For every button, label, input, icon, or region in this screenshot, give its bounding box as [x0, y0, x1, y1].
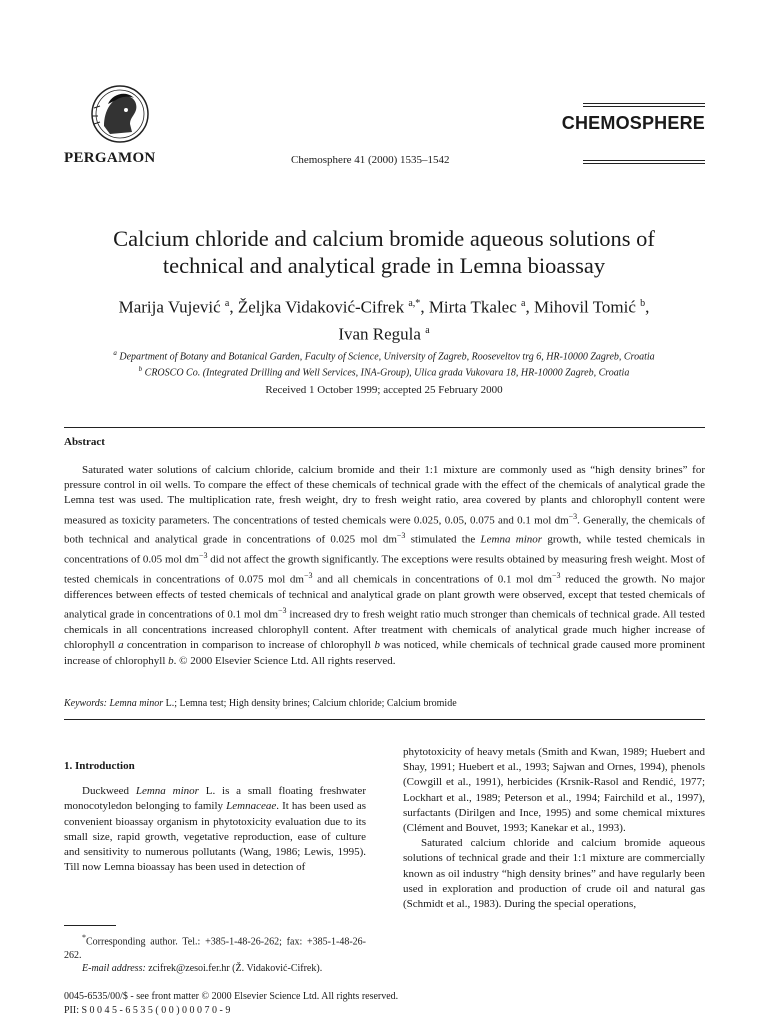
intro-paragraph-2: Saturated calcium chloride and calcium bromide aqueous solutions of technical grade and their 1:1 mixture are commercially known as oil industry “high density brines” and have regularly been used in exploration and production of crude oil and natural gas (Schmidt et al., 1983). During the special operations,	[403, 837, 705, 911]
chlorophyll-label: a	[118, 639, 124, 652]
author-affil-mark: b	[640, 298, 646, 309]
journal-rule-top-2	[583, 106, 705, 107]
footnote-rule	[64, 925, 116, 926]
footnote	[64, 931, 366, 976]
journal-rule-bottom-2	[583, 163, 705, 164]
abstract-text-part: concentration in comparison to increase of chlorophyll	[123, 639, 375, 652]
unit-superscript: −3	[198, 551, 208, 561]
affiliations	[40, 347, 728, 380]
authors-line-2	[40, 319, 728, 346]
species-name: Lemna minor	[480, 534, 543, 547]
paragraph-text-part: L. is a small floating freshwater monocotyledon belonging to family	[64, 785, 366, 813]
email-label: E-mail address:	[82, 963, 146, 975]
unit-superscript: −3	[303, 571, 313, 581]
abstract-text-part: stimulated the	[405, 534, 481, 547]
abstract-text-part: . Generally, the chemicals of both technical and analytical grade in concentrations of 0.025 mol dm	[64, 514, 706, 547]
footnote-email	[64, 962, 366, 976]
author-name: Marija Vujević	[118, 297, 221, 317]
unit-superscript: −3	[278, 606, 287, 616]
copyright-footer	[64, 990, 398, 1018]
unit-superscript: −3	[396, 531, 406, 541]
unit-superscript: −3	[568, 511, 578, 521]
publisher-name: PERGAMON	[64, 150, 156, 166]
article-title	[40, 225, 728, 279]
journal-rule-top	[583, 103, 705, 104]
keywords-rule	[64, 719, 705, 720]
right-column	[403, 745, 705, 912]
title-line-1: Calcium chloride and calcium bromide aqueous solutions of	[113, 226, 655, 251]
unit-superscript: −3	[551, 571, 561, 581]
family-name: Lemnaceae	[226, 800, 277, 813]
species-name: Lemna minor	[135, 785, 199, 798]
author-affil-mark: a,*	[408, 298, 421, 309]
author-name: Mihovil Tomić	[533, 297, 636, 317]
paragraph-text-part: . It has been used as convenient bioassay organism in phytotoxicity evaluation due to its small size, rapid growth, vegetative reproduction, ease of culture and sensitivity to numerous pollutants (Wang, 1986; Lewis, 1995). Till now Lemna bioassay has been used in detection of	[64, 800, 366, 874]
left-column	[64, 759, 366, 875]
abstract-text-part: was noticed, while chemicals of technical grade caused more prominent increase of chlorophyll	[64, 639, 706, 667]
paragraph-text-part: Duckweed	[82, 785, 136, 798]
author-affil-mark: a	[521, 298, 526, 309]
affiliation-b-mark: b	[138, 365, 143, 374]
journal-name: CHEMOSPHERE	[561, 113, 705, 133]
affiliation-b-text: CROSCO Co. (Integrated Drilling and Well Services, INA-Group), Ulica grada Vukovara 18, HR-10000 Zagreb, Croatia	[144, 367, 630, 379]
affiliation-b	[40, 363, 728, 379]
author-list	[40, 292, 728, 345]
abstract-heading: Abstract	[64, 436, 105, 448]
abstract-text-part: and all chemicals in concentrations of 0.1 mol dm	[312, 573, 552, 586]
intro-paragraph-continued: phytotoxicity of heavy metals (Smith and Kwan, 1989; Huebert and Shay, 1991; Huebert et al., 1993; Sajwan and Ornes, 1994), phenols (Cowgill et al., 1991), herbicides (Krsnik-Rasol and Rendić, 1977; Lockhart et al., 1989; Peterson et al., 1994; Fairchild et al., 1997), surfactants (Dirilgen and Ince, 1995) and some chemical mixtures (Clément and Bouvet, 1993; Kanekar et al., 1993).	[403, 746, 705, 835]
authors-line-1: Marija Vujević $^a$, Željka Vidaković-Cifrek $^{a,*}$, Mirta Tkalec $^a$, Mihovil Tomić $^b$,	[118, 297, 650, 317]
title-line-2: technical and analytical grade in Lemna bioassay	[162, 253, 606, 278]
affiliation-a-mark: a	[113, 349, 117, 357]
received-dates: Received 1 October 1999; accepted 25 February 2000	[265, 384, 503, 396]
abstract-text-part: reduced the growth. No major differences between effects of tested chemicals of technical and analytical grade on plant growth were observed, except that tested chemicals of analytical grade in concentrations of 0.1 mol dm	[64, 573, 705, 621]
journal-rule-bottom	[583, 160, 705, 161]
keywords-list: L.; Lemna test; High density brines; Calcium chloride; Calcium bromide	[163, 698, 457, 709]
abstract-text	[64, 463, 705, 669]
footnote-mark: *	[82, 933, 86, 942]
chlorophyll-label: b	[374, 639, 380, 652]
keywords-label: Keywords:	[64, 698, 107, 709]
pergamon-athena-logo-icon	[86, 80, 150, 148]
journal-citation: Chemosphere 41 (2000) 1535–1542	[291, 154, 450, 166]
author-name: Željka Vidaković-Cifrek	[237, 297, 405, 317]
copyright-line: 0045-6535/00/$ - see front matter © 2000 Elsevier Science Ltd. All rights reserved.	[64, 991, 399, 1002]
affiliation-a-text: Department of Botany and Botanical Garden, Faculty of Science, University of Zagreb, Rooseveltov trg 6, HR-10000 Zagreb, Croatia	[119, 351, 655, 363]
keywords	[64, 698, 457, 709]
abstract-text-part: growth, while tested chemicals in concentrations of 0.05 mol dm	[64, 534, 705, 566]
abstract-text-part: . © 2000 Elsevier Science Ltd. All rights reserved.	[173, 654, 396, 667]
intro-paragraph-1	[64, 784, 366, 875]
abstract-text-part: increased dry to fresh weight ratio much stronger than chemicals of technical grade. All tested chemicals in all concentrations increased chlorophyll content. After treatment with chemicals of analytical grade much higher increase of chlorophyll	[64, 608, 705, 652]
abstract-rule-top	[64, 427, 705, 428]
abstract-text-part: Saturated water solutions of calcium chloride, calcium bromide and their 1:1 mixture are commonly used as “high density brines” for pressure control in oil wells. To compare the effect of these chemicals of technical grade with the effect of the chemicals of analytical grade the Lemna test was used. The multiplication rate, fresh weight, dry to fresh weight ratio, area covered by plants and chlorophyll content were measured as toxicity parameters. The concentrations of tested chemicals were 0.025, 0.05, 0.075 and 0.1 mol dm	[64, 464, 705, 527]
author-name: Mirta Tkalec	[428, 297, 517, 317]
author-affil-mark: a	[425, 324, 430, 336]
author-affil-mark: a	[224, 298, 230, 309]
section-heading-introduction: 1. Introduction	[64, 760, 135, 772]
affiliation-a	[40, 347, 728, 363]
pii-line: PII: S 0 0 4 5 - 6 5 3 5 ( 0 0 ) 0 0 0 7 0 - 9	[64, 1005, 231, 1016]
author-name: Ivan Regula	[338, 324, 421, 344]
keyword-species: Lemna minor	[109, 698, 164, 709]
chlorophyll-label: b	[168, 654, 174, 667]
email-address: zcifrek@zesoi.fer.hr (Ž. Vidaković-Cifrek).	[145, 963, 323, 975]
footnote-text: Corresponding author. Tel.: +385-1-48-26-262; fax: +385-1-48-26-262.	[64, 936, 366, 961]
footnote-corresponding-author	[64, 931, 366, 962]
abstract-text-part: did not affect the growth significantly. The exceptions were results obtained by measuring fresh weight. Most of tested chemicals in concentrations of 0.075 mol dm	[64, 553, 705, 586]
